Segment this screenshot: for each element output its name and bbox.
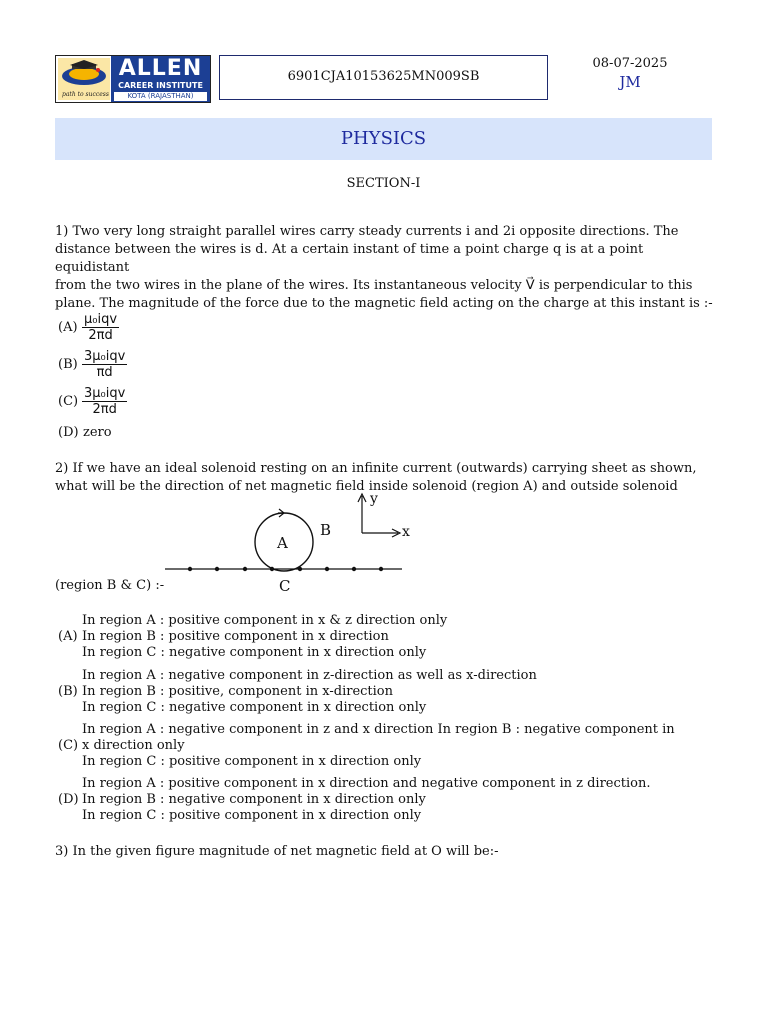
fraction-numerator: 3μ₀iqv — [84, 349, 126, 364]
q2-option-b-line: In region A : negative component in z-direction as well as x-direction — [82, 668, 537, 683]
y-axis-label: y — [370, 491, 378, 507]
q1-option-d-label: (D) — [58, 425, 79, 440]
q2-option-d-line: In region B : negative component in x direction only — [82, 792, 426, 807]
q2-option-b-line: In region B : positive, component in x-direction — [82, 684, 394, 699]
q2-option-c-label: (C) — [58, 738, 79, 753]
fraction-denominator: 2πd — [92, 402, 117, 417]
question-1-line: plane. The magnitude of the force due to the magnetic field acting on the charge at this instant is :- — [55, 296, 713, 311]
q1-option-d-text: zero — [83, 425, 112, 440]
q1-option-b-fraction — [82, 349, 127, 380]
question-2-tail: (region B & C) :- — [55, 578, 165, 593]
question-3: 3) In the given figure magnitude of net magnetic field at O will be:- — [55, 844, 499, 859]
q2-option-a-label: (A) — [58, 629, 78, 644]
solenoid-figure — [160, 488, 420, 598]
question-2-line: what will be the direction of net magnetic field inside solenoid (region A) and outside solenoid — [55, 479, 678, 494]
q2-option-a-line: In region B : positive component in x direction — [82, 629, 389, 644]
q2-option-d-label: (D) — [58, 792, 79, 807]
fraction-denominator: 2πd — [88, 328, 113, 343]
section-title: SECTION-I — [346, 176, 421, 191]
q2-option-b-label: (B) — [58, 684, 78, 699]
q2-option-b-line: In region C : negative component in x direction only — [82, 700, 427, 715]
exam-date: 08-07-2025 — [592, 56, 668, 71]
logo-emblem-icon — [58, 58, 110, 100]
question-1-line: from the two wires in the plane of the wires. Its instantaneous velocity V⃗ is perpendicular to this — [55, 278, 693, 293]
logo-brand-sub: CAREER INSTITUTE — [118, 81, 203, 90]
solenoid-arrow-icon — [278, 509, 284, 517]
question-2-line: 2) If we have an ideal solenoid resting on an infinite current (outwards) carrying sheet as shown, — [55, 461, 697, 476]
subject-title: PHYSICS — [55, 118, 712, 160]
region-c-label: C — [279, 577, 291, 595]
q2-option-a-line: In region A : positive component in x & z direction only — [82, 613, 448, 628]
fraction-denominator: πd — [96, 365, 113, 380]
q2-option-d-line: In region C : positive component in x direction only — [82, 808, 422, 823]
institute-logo — [55, 55, 211, 103]
q1-option-a-fraction — [82, 312, 119, 343]
region-b-label: B — [320, 521, 332, 539]
question-1 — [55, 223, 715, 313]
q1-option-c-label: (C) — [58, 394, 79, 409]
paper-code-box: 6901CJA10153625MN009SB — [219, 55, 548, 100]
question-1-line: 1) Two very long straight parallel wires carry steady currents i and 2i opposite directions. The — [55, 224, 679, 239]
logo-brand-city: KOTA (RAJASTHAN) — [114, 92, 207, 101]
region-a-label: A — [277, 534, 288, 552]
exam-tag: JM — [619, 73, 641, 91]
x-axis-label: x — [402, 524, 410, 540]
q1-option-c-fraction — [82, 386, 127, 417]
q1-option-a-label: (A) — [58, 320, 78, 335]
q2-option-c-line: In region A : negative component in z and x direction In region B : negative component in — [82, 722, 675, 737]
q2-option-d-line: In region A : positive component in x direction and negative component in z direction. — [82, 776, 651, 791]
q1-option-b-label: (B) — [58, 357, 78, 372]
fraction-numerator: 3μ₀iqv — [84, 386, 126, 401]
fraction-numerator: μ₀iqv — [84, 312, 118, 327]
question-1-line: distance between the wires is d. At a certain instant of time a point charge q is at a point equidistant — [55, 242, 644, 275]
logo-tagline: path to success — [62, 91, 109, 98]
logo-brand-name: ALLEN — [118, 56, 203, 81]
logo-brand-block — [111, 56, 210, 102]
q2-option-c-line: x direction only — [82, 738, 185, 753]
q2-option-c-line: In region C : positive component in x direction only — [82, 754, 422, 769]
q2-option-a-line: In region C : negative component in x direction only — [82, 645, 427, 660]
